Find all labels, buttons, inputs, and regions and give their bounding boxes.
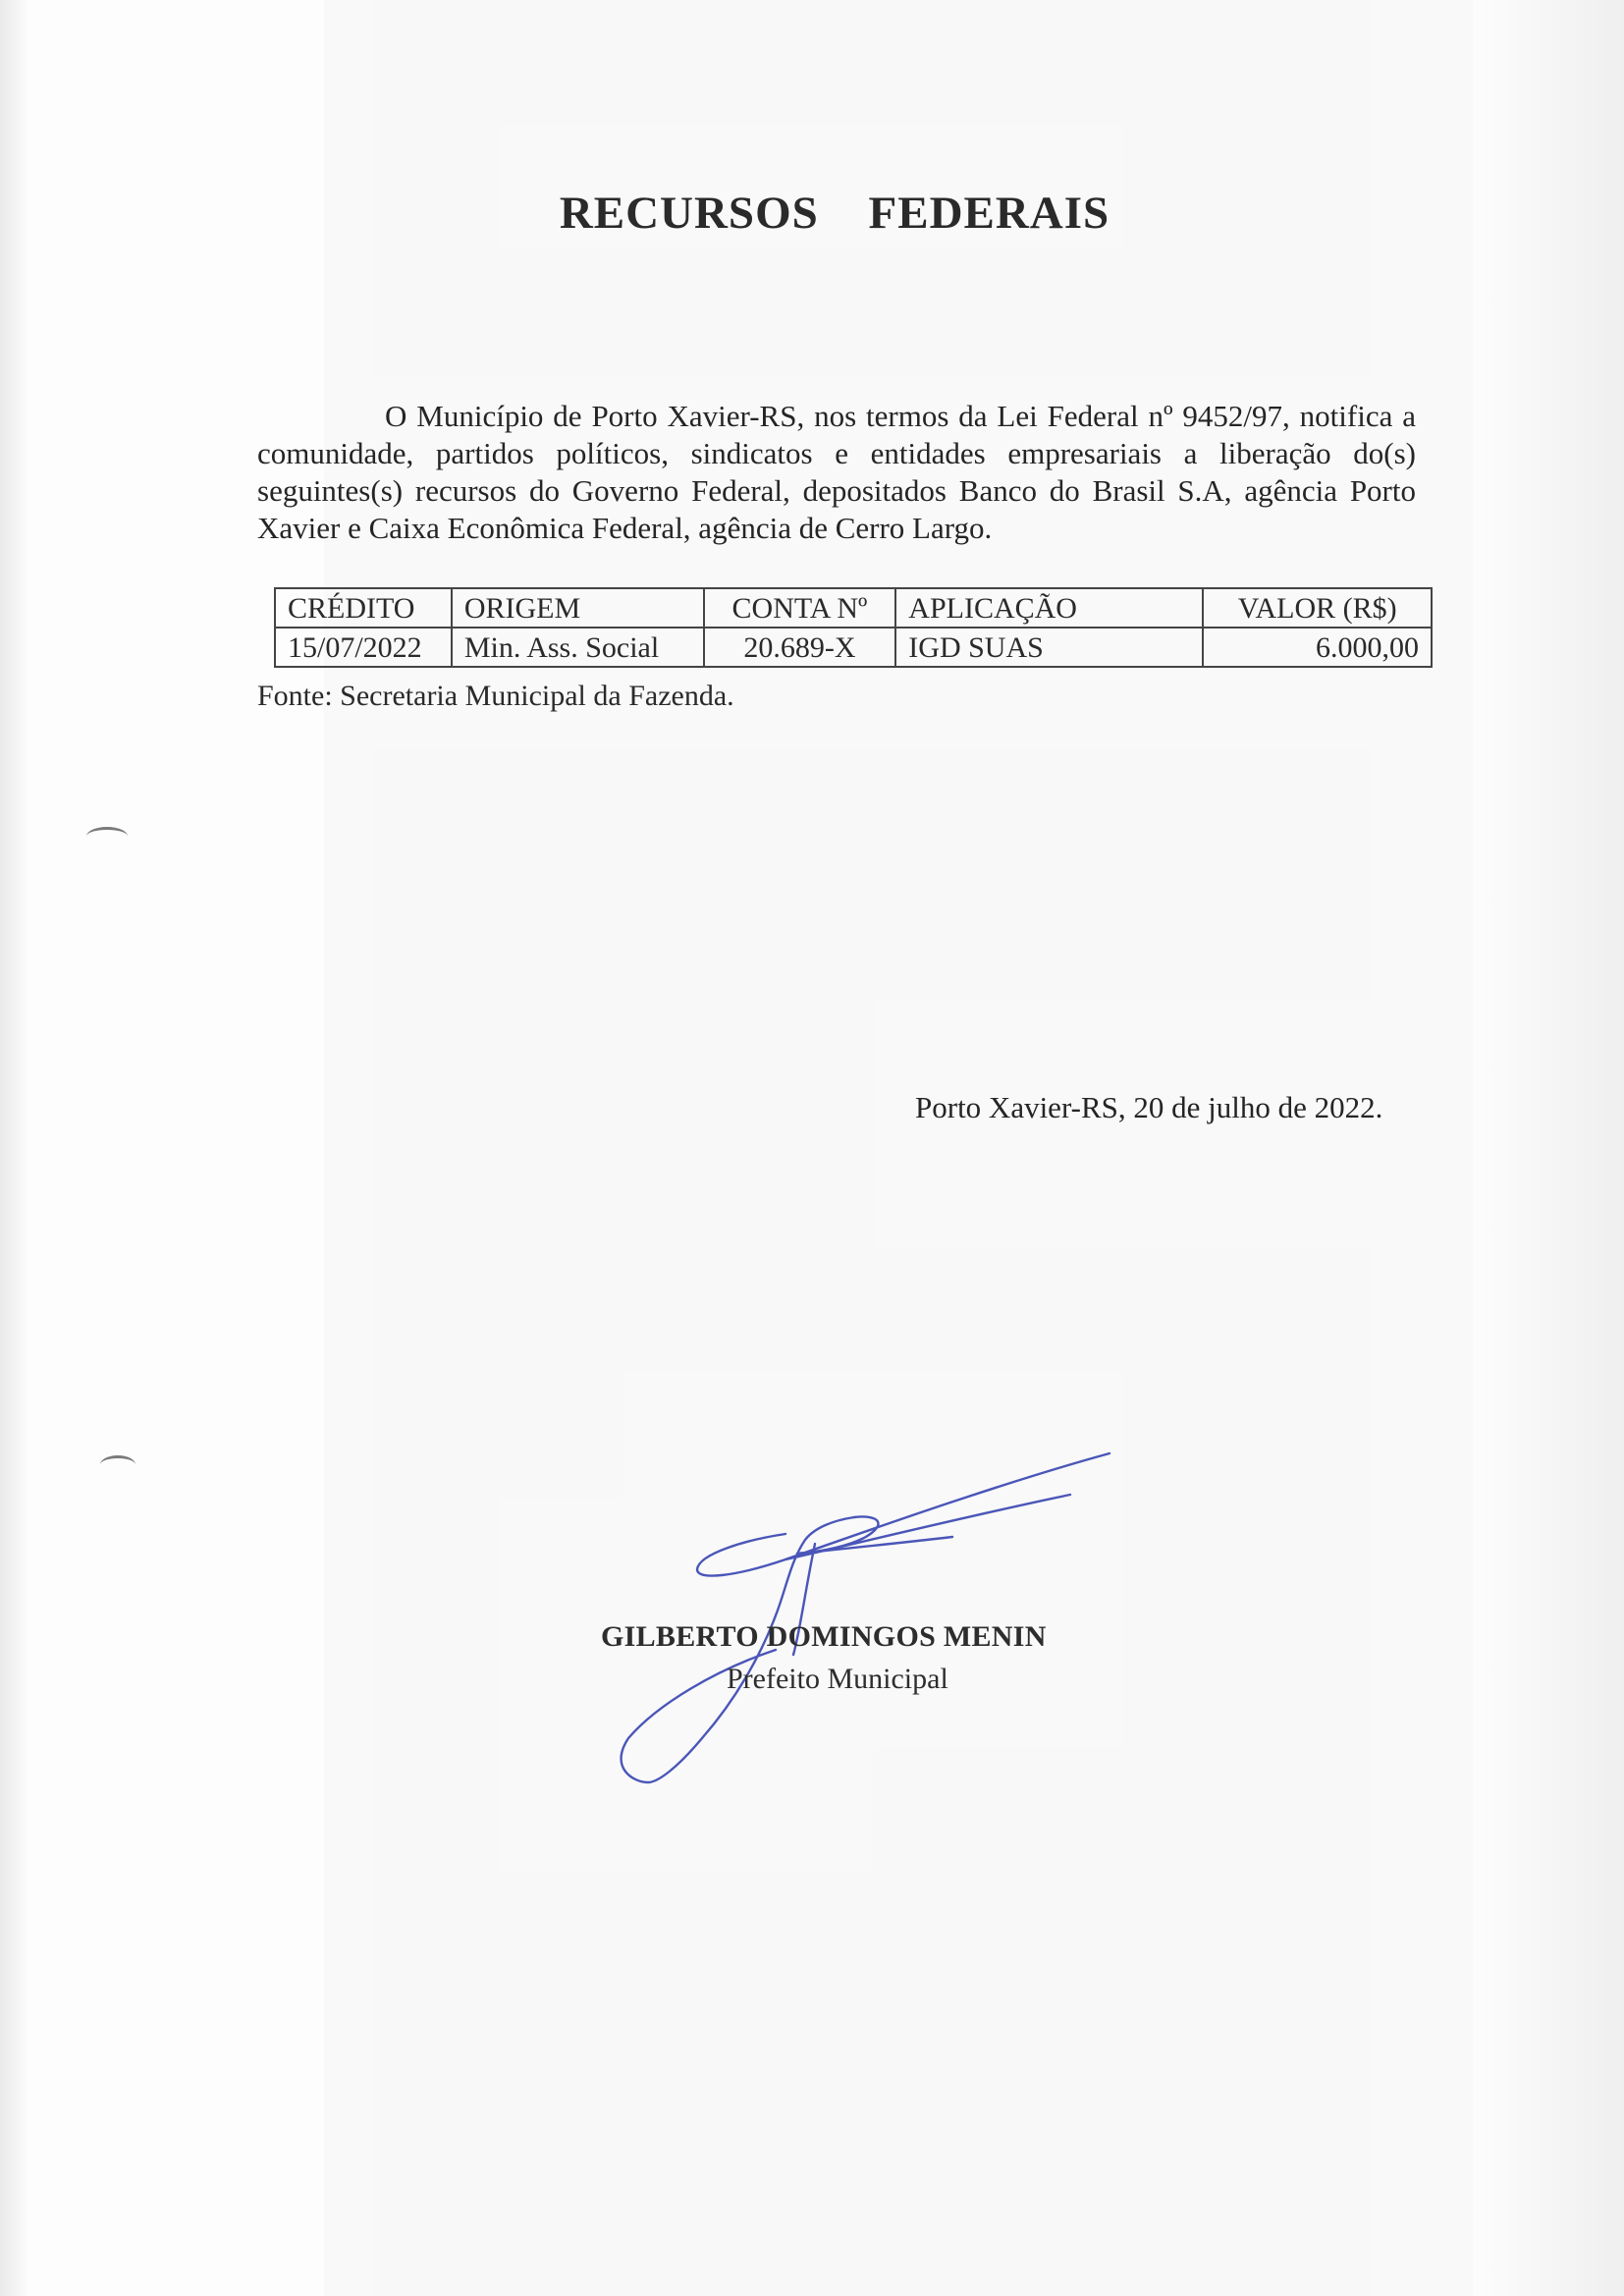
cell-conta: 20.689-X xyxy=(704,628,896,667)
cell-credito: 15/07/2022 xyxy=(275,628,452,667)
punch-hole-mark-bottom xyxy=(100,1455,135,1474)
scan-band xyxy=(324,0,1473,2296)
cell-aplicacao: IGD SUAS xyxy=(895,628,1203,667)
header-valor: VALOR (R$) xyxy=(1203,588,1432,628)
signer-role: Prefeito Municipal xyxy=(727,1663,948,1695)
signer-name: GILBERTO DOMINGOS MENIN xyxy=(601,1620,1047,1653)
header-conta: CONTA Nº xyxy=(704,588,896,628)
table-row xyxy=(275,628,1432,667)
notice-paragraph: O Município de Porto Xavier-RS, nos termos da Lei Federal nº 9452/97, notifica a comunidade, partidos políticos, sindicatos e entidades empresariais a liberação do(s) seguintes(s) recursos do Governo Federal, depositados Banco do Brasil S.A, agência Porto Xavier e Caixa Econômica Federal, agência de Cerro Largo. xyxy=(257,399,1416,545)
resources-table xyxy=(274,587,1433,668)
table-header-row xyxy=(275,588,1432,628)
header-origem: ORIGEM xyxy=(452,588,704,628)
header-aplicacao: APLICAÇÃO xyxy=(895,588,1203,628)
cell-valor: 6.000,00 xyxy=(1203,628,1432,667)
place-and-date: Porto Xavier-RS, 20 de julho de 2022. xyxy=(915,1090,1383,1124)
document-title: RECURSOS FEDERAIS xyxy=(559,188,1110,239)
scan-edge-right xyxy=(1467,0,1624,2296)
punch-hole-mark-top xyxy=(86,827,128,846)
cell-origem: Min. Ass. Social xyxy=(452,628,704,667)
scan-edge-left xyxy=(0,0,29,2296)
source-note: Fonte: Secretaria Municipal da Fazenda. xyxy=(257,680,734,712)
header-credito: CRÉDITO xyxy=(275,588,452,628)
